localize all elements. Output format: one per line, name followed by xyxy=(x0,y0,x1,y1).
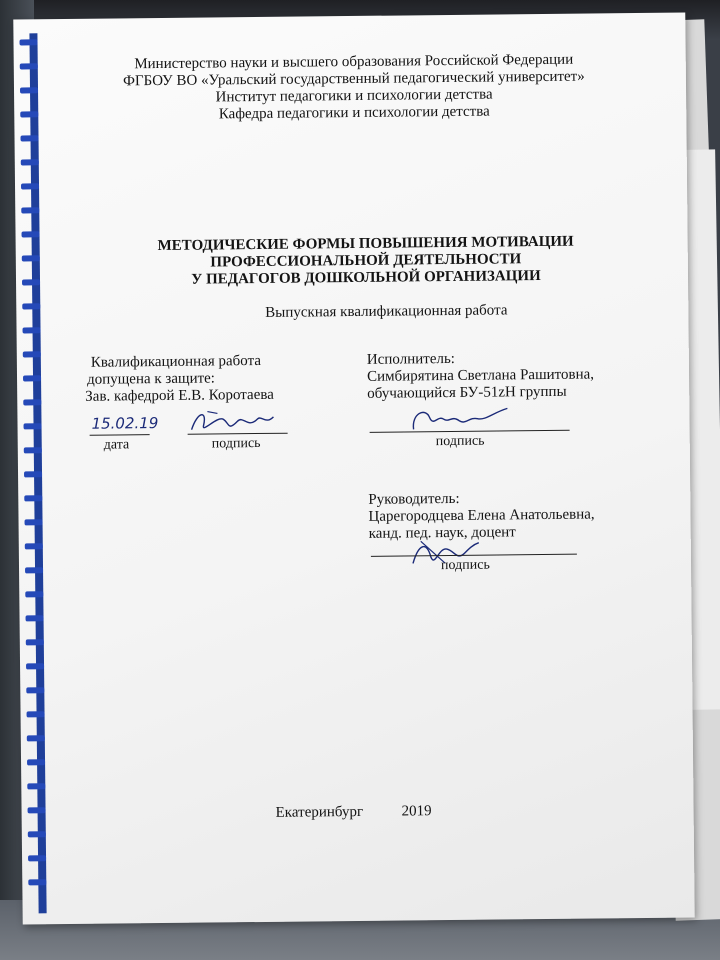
footer-year: 2019 xyxy=(401,803,432,820)
binding-ring xyxy=(26,663,44,669)
binding-ring xyxy=(20,111,38,117)
binding-ring xyxy=(20,87,38,93)
binding-ring xyxy=(19,39,37,45)
binding-ring xyxy=(26,615,44,621)
binding-ring xyxy=(26,687,44,693)
title-line-2: ПРОФЕССИОНАЛЬНОЙ ДЕЯТЕЛЬНОСТИ xyxy=(210,251,522,271)
binding-ring xyxy=(25,543,43,549)
author-signature-label: подпись xyxy=(435,433,485,450)
author-group: обучающийся БУ-51zН группы xyxy=(367,383,567,402)
binding-ring xyxy=(25,567,43,573)
binding-ring xyxy=(23,375,41,381)
binding-ring xyxy=(28,831,46,837)
binding-ring xyxy=(25,591,43,597)
author-label: Исполнитель: xyxy=(366,350,456,368)
binding-ring xyxy=(27,735,45,741)
binding-ring xyxy=(21,207,39,213)
footer-city: Екатеринбург xyxy=(275,803,364,821)
binding-ring xyxy=(22,303,40,309)
binding-ring xyxy=(27,711,45,717)
binding-ring xyxy=(24,423,42,429)
header-institute: Институт педагогики и психологии детства xyxy=(215,86,493,106)
binding-ring xyxy=(28,879,46,885)
title-line-3: У ПЕДАГОГОВ ДОШКОЛЬНОЙ ОРГАНИЗАЦИИ xyxy=(191,268,541,288)
binding-ring xyxy=(24,495,42,501)
binding-ring xyxy=(28,807,46,813)
head-signature-label: подпись xyxy=(211,435,261,452)
binding-ring xyxy=(21,159,39,165)
title-page xyxy=(13,13,694,925)
binding-ring xyxy=(23,351,41,357)
admission-line-1: Квалификационная работа xyxy=(90,352,262,371)
author-name: Симбирятина Светлана Рашитовна, xyxy=(366,366,595,385)
date-label: дата xyxy=(103,437,130,453)
binding-ring xyxy=(20,135,38,141)
binding-ring xyxy=(21,183,39,189)
supervisor-name: Царегородцева Елена Анатольевна, xyxy=(368,506,595,525)
admission-head: Зав. кафедрой Е.В. Коротаева xyxy=(85,386,274,405)
handwritten-date: 15.02.19 xyxy=(91,414,159,433)
header-university: ФГБОУ ВО «Уральский государственный педагогический университет» xyxy=(123,68,585,90)
title-line-1: МЕТОДИЧЕСКИЕ ФОРМЫ ПОВЫШЕНИЯ МОТИВАЦИИ xyxy=(157,233,574,255)
binding-ring xyxy=(24,447,42,453)
binding-ring xyxy=(26,639,44,645)
binding-ring xyxy=(20,63,38,69)
binding-ring xyxy=(21,231,39,237)
binding-ring xyxy=(22,255,40,261)
admission-line-2: допущена к защите: xyxy=(86,370,216,388)
header-department: Кафедра педагогики и психологии детства xyxy=(218,103,490,123)
work-type: Выпускная квалификационная работа xyxy=(265,302,508,321)
binding-ring xyxy=(25,519,43,525)
supervisor-signature-label: подпись xyxy=(440,557,490,574)
binding-ring xyxy=(23,399,41,405)
supervisor-degree: канд. пед. наук, доцент xyxy=(368,524,516,542)
binding-ring xyxy=(28,855,46,861)
binding-ring xyxy=(24,471,42,477)
binding-ring xyxy=(22,279,40,285)
binding-ring xyxy=(23,327,41,333)
header-ministry: Министерство науки и высшего образования Российской Федерации xyxy=(134,51,574,73)
spiral-binding xyxy=(17,33,48,913)
binding-ring xyxy=(27,759,45,765)
binding-ring xyxy=(27,783,45,789)
supervisor-label: Руководитель: xyxy=(368,490,460,508)
